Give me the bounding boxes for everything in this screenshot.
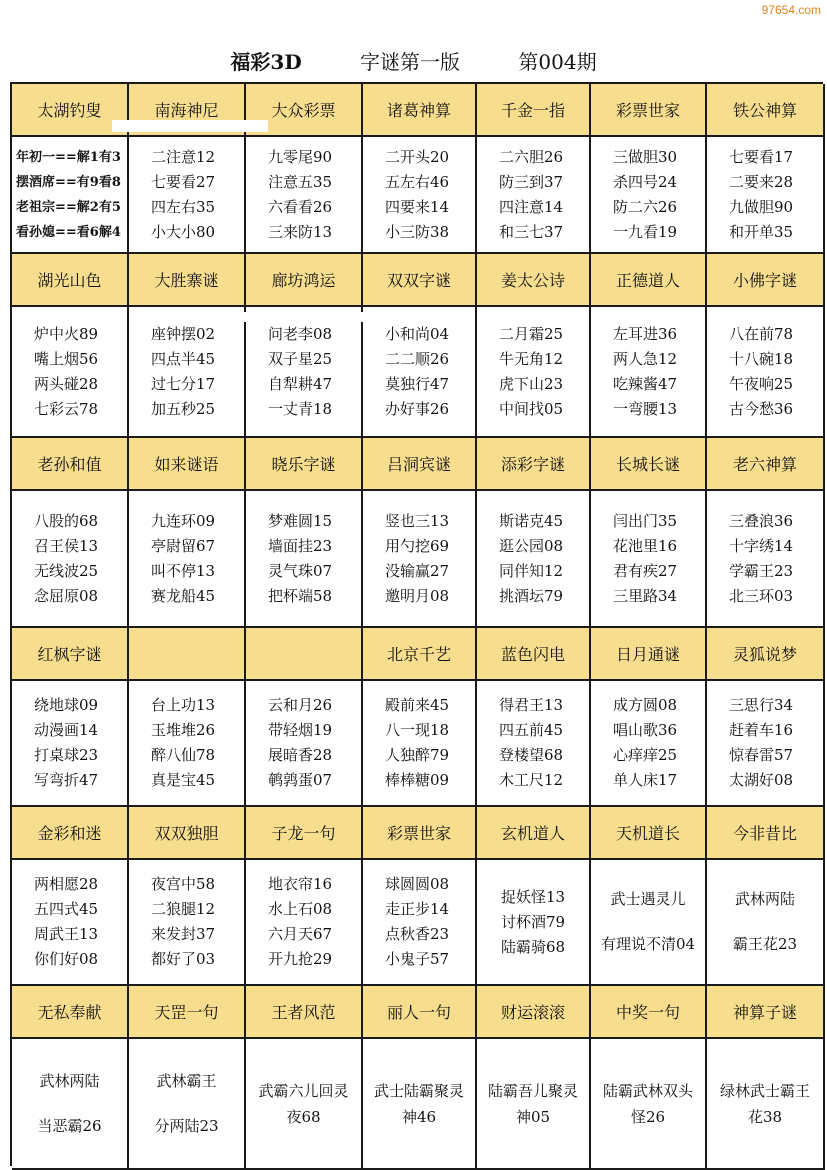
riddle-line: 唱山歌36	[613, 721, 678, 739]
riddle-line: 人独醉79	[385, 746, 450, 764]
column-header: 长城长谜	[591, 438, 707, 491]
riddle-line: 夜宫中58	[151, 875, 216, 893]
riddle-cell	[12, 307, 129, 438]
riddle-line: 登楼望68	[499, 746, 564, 764]
watermark-text: 97654.com	[761, 3, 821, 17]
riddle-line: 得君王13	[499, 696, 564, 714]
riddle-line: 牛无角12	[499, 349, 564, 368]
riddle-line: 单人床17	[613, 771, 678, 789]
riddle-cell	[246, 860, 363, 986]
riddle-line: 亭尉留67	[151, 536, 216, 555]
riddle-line: 五左右46	[385, 172, 450, 191]
riddle-line: 古今愁36	[729, 399, 794, 418]
riddle-line: 灵气珠07	[268, 561, 333, 580]
riddle-cell	[477, 1039, 591, 1170]
smudge-top	[112, 120, 268, 132]
riddle-cell	[707, 1039, 825, 1170]
riddle-line: 三里路34	[613, 586, 678, 605]
riddle-line: 九零尾90	[268, 147, 333, 166]
riddle-line: 过七分17	[151, 374, 216, 393]
riddle-line: 闫出门35	[613, 511, 678, 530]
riddle-line: 三思行34	[729, 696, 794, 714]
riddle-line: 殿前来45	[385, 696, 450, 714]
riddle-line: 七要看27	[151, 172, 216, 191]
column-header: 湖光山色	[12, 254, 129, 307]
riddle-line: 六月天67	[268, 925, 333, 943]
riddle-cell	[363, 860, 477, 986]
riddle-line: 八在前78	[729, 324, 794, 343]
riddle-line: 挑酒坛79	[499, 586, 564, 605]
riddle-line: 当恶霸26	[37, 1116, 102, 1135]
riddle-line: 二开头20	[385, 147, 450, 166]
riddle-cell	[477, 491, 591, 628]
riddle-line: 二注意12	[151, 147, 216, 166]
riddle-line: 赛龙船45	[151, 586, 216, 605]
column-header: 大胜寨谜	[129, 254, 246, 307]
column-header: 廊坊鸿运	[246, 254, 363, 307]
riddle-cell	[707, 307, 825, 438]
riddle-cell	[591, 491, 707, 628]
riddle-line: 点秋香23	[385, 925, 450, 943]
riddle-cell	[129, 491, 246, 628]
riddle-line: 水上石08	[268, 900, 333, 918]
riddle-cell	[129, 681, 246, 807]
riddle-line: 叫不停13	[151, 561, 216, 580]
riddle-line: 老祖宗==解2有5	[16, 199, 121, 215]
column-header: 大众彩票	[246, 84, 363, 137]
riddle-line: 来发封37	[151, 925, 216, 943]
riddle-line: 双子星25	[268, 349, 333, 368]
riddle-line: 地衣帘16	[268, 875, 333, 893]
riddle-cell	[12, 491, 129, 628]
riddle-line: 五四式45	[34, 900, 99, 918]
column-header: 吕洞宾谜	[363, 438, 477, 491]
riddle-line: 心痒痒25	[613, 746, 678, 764]
riddle-cell	[591, 681, 707, 807]
riddle-line: 莫独行47	[385, 374, 450, 393]
riddle-line: 竖也三13	[385, 511, 450, 530]
riddle-table	[10, 82, 823, 1166]
riddle-line: 陆霸吾儿聚灵神05	[487, 1081, 578, 1126]
column-header: 王者风范	[246, 986, 363, 1039]
riddle-line: 吃辣酱47	[613, 374, 678, 393]
riddle-line: 问老李08	[268, 324, 333, 343]
column-header: 天机道长	[591, 807, 707, 860]
riddle-cell	[363, 681, 477, 807]
column-header: 如来谜语	[129, 438, 246, 491]
column-header: 太湖钓叟	[12, 84, 129, 137]
column-header: 南海神尼	[129, 84, 246, 137]
riddle-cell	[707, 681, 825, 807]
column-header	[129, 628, 246, 681]
riddle-cell	[363, 137, 477, 254]
column-header: 正德道人	[591, 254, 707, 307]
riddle-line: 四五前45	[499, 721, 564, 739]
smudge-mid	[178, 312, 364, 322]
riddle-line: 北三环03	[729, 586, 794, 605]
riddle-line: 武林两陆	[734, 890, 795, 908]
riddle-line: 中间找05	[499, 399, 564, 418]
riddle-line: 霸王花23	[732, 935, 798, 953]
riddle-line: 棒棒糖09	[385, 771, 450, 789]
riddle-line: 年初一==解1有3	[16, 149, 121, 165]
riddle-cell	[363, 491, 477, 628]
riddle-cell	[12, 860, 129, 986]
riddle-cell	[707, 491, 825, 628]
column-header: 蓝色闪电	[477, 628, 591, 681]
column-header: 双双独胆	[129, 807, 246, 860]
column-header: 天罡一句	[129, 986, 246, 1039]
riddle-line: 防二六26	[613, 197, 678, 216]
riddle-line: 三来防13	[268, 222, 333, 241]
riddle-line: 赶着车16	[729, 721, 794, 739]
riddle-line: 花池里16	[613, 536, 678, 555]
riddle-line: 三做胆30	[613, 147, 678, 166]
riddle-cell	[246, 491, 363, 628]
riddle-line: 防三到37	[499, 172, 564, 191]
riddle-line: 二二顺26	[385, 349, 450, 368]
riddle-line: 二狼腿12	[151, 900, 216, 918]
column-header: 彩票世家	[363, 807, 477, 860]
riddle-line: 玉堆堆26	[151, 721, 216, 739]
riddle-line: 陆霸骑68	[500, 937, 566, 956]
column-header: 小佛字谜	[707, 254, 825, 307]
riddle-cell	[707, 137, 825, 254]
riddle-cell	[129, 860, 246, 986]
riddle-line: 召王侯13	[34, 536, 99, 555]
riddle-line: 动漫画14	[34, 721, 99, 739]
riddle-line: 梦难圆15	[268, 511, 333, 530]
riddle-line: 和三七37	[499, 222, 564, 241]
riddle-line: 四左右35	[151, 197, 216, 216]
riddle-line: 写弯折47	[34, 771, 99, 789]
column-header: 子龙一句	[246, 807, 363, 860]
column-header: 铁公神算	[707, 84, 825, 137]
riddle-line: 两相愿28	[34, 875, 99, 893]
riddle-line: 小三防38	[385, 222, 450, 241]
riddle-cell	[477, 137, 591, 254]
riddle-line: 座钟摆02	[151, 324, 216, 343]
riddle-line: 邀明月08	[385, 586, 450, 605]
column-header: 姜太公诗	[477, 254, 591, 307]
riddle-line: 真是宝45	[151, 771, 216, 789]
riddle-cell	[477, 860, 591, 986]
riddle-line: 小和尚04	[385, 324, 450, 343]
title-issue: 第004期	[518, 50, 597, 74]
riddle-cell	[591, 137, 707, 254]
riddle-cell	[12, 1039, 129, 1170]
title-edition: 字谜第一版	[360, 50, 461, 74]
riddle-line: 嘴上烟56	[34, 349, 99, 368]
riddle-line: 午夜响25	[729, 374, 794, 393]
column-header	[246, 628, 363, 681]
riddle-line: 成方圆08	[613, 696, 678, 714]
column-header: 诸葛神算	[363, 84, 477, 137]
riddle-line: 八一现18	[385, 721, 450, 739]
column-header: 金彩和迷	[12, 807, 129, 860]
riddle-line: 陆霸武林双头怪26	[602, 1081, 693, 1126]
column-header: 丽人一句	[363, 986, 477, 1039]
column-header: 今非昔比	[707, 807, 825, 860]
riddle-cell	[591, 1039, 707, 1170]
column-header: 中奖一句	[591, 986, 707, 1039]
column-header: 无私奉献	[12, 986, 129, 1039]
riddle-line: 学霸王23	[729, 561, 794, 580]
riddle-line: 都好了03	[151, 950, 216, 968]
riddle-line: 左耳进36	[613, 324, 678, 343]
riddle-line: 看孙媳==看6解4	[16, 224, 121, 240]
riddle-line: 十八碗18	[729, 349, 794, 368]
riddle-line: 办好事26	[385, 399, 450, 418]
column-header: 红枫字谜	[12, 628, 129, 681]
riddle-line: 武林两陆	[39, 1071, 100, 1090]
riddle-line: 没输赢27	[385, 561, 450, 580]
riddle-line: 三叠浪36	[729, 511, 794, 530]
riddle-line: 太湖好08	[729, 771, 794, 789]
riddle-line: 一九看19	[613, 222, 678, 241]
riddle-line: 逛公园08	[499, 536, 564, 555]
riddle-line: 台上功13	[151, 696, 216, 714]
riddle-line: 摆酒席==有9看8	[16, 174, 121, 190]
riddle-line: 两头碰28	[34, 374, 99, 393]
column-header: 晓乐字谜	[246, 438, 363, 491]
riddle-line: 绿林武士霸王花38	[719, 1081, 810, 1126]
riddle-line: 十字绣14	[729, 536, 794, 555]
riddle-cell	[477, 307, 591, 438]
riddle-line: 虎下山23	[499, 374, 564, 393]
riddle-line: 九做胆90	[729, 197, 794, 216]
riddle-cell	[129, 1039, 246, 1170]
riddle-cell	[12, 137, 129, 254]
column-header: 玄机道人	[477, 807, 591, 860]
column-header: 神算子谜	[707, 986, 825, 1039]
riddle-line: 四要来14	[385, 197, 450, 216]
page-title	[0, 46, 827, 76]
riddle-line: 讨杯酒79	[500, 912, 566, 931]
riddle-cell	[246, 137, 363, 254]
riddle-line: 武霸六儿回灵夜68	[258, 1081, 349, 1126]
riddle-line: 同伴知12	[499, 561, 564, 580]
riddle-line: 周武王13	[34, 925, 99, 943]
riddle-line: 绕地球09	[34, 696, 99, 714]
riddle-line: 惊春雷57	[729, 746, 794, 764]
riddle-line: 醉八仙78	[151, 746, 216, 764]
column-header: 灵狐说梦	[707, 628, 825, 681]
column-header: 日月通谜	[591, 628, 707, 681]
riddle-line: 杀四号24	[613, 172, 678, 191]
riddle-line: 展暗香28	[268, 746, 333, 764]
riddle-line: 炉中火89	[34, 324, 99, 343]
riddle-cell	[12, 681, 129, 807]
riddle-line: 四注意14	[499, 197, 564, 216]
column-header: 老六神算	[707, 438, 825, 491]
riddle-line: 把杯端58	[268, 586, 333, 605]
riddle-line: 和开单35	[729, 222, 794, 241]
riddle-cell	[363, 1039, 477, 1170]
column-header: 老孙和值	[12, 438, 129, 491]
column-header: 千金一指	[477, 84, 591, 137]
riddle-line: 小鬼子57	[385, 950, 450, 968]
riddle-line: 武林霸王	[156, 1071, 217, 1090]
riddle-line: 小大小80	[151, 222, 216, 241]
riddle-line: 一弯腰13	[613, 399, 678, 418]
column-header: 北京千艺	[363, 628, 477, 681]
riddle-cell	[246, 307, 363, 438]
title-lottery: 福彩3D	[230, 50, 302, 74]
riddle-line: 捉妖怪13	[500, 887, 566, 906]
riddle-cell	[246, 1039, 363, 1170]
riddle-line: 墙面挂23	[268, 536, 333, 555]
riddle-line: 木工尺12	[499, 771, 564, 789]
riddle-line: 走正步14	[385, 900, 450, 918]
riddle-line: 君有疾27	[613, 561, 678, 580]
riddle-line: 九连环09	[151, 511, 216, 530]
riddle-line: 七彩云78	[34, 399, 99, 418]
riddle-cell	[477, 681, 591, 807]
riddle-line: 无线波25	[34, 561, 99, 580]
column-header: 添彩字谜	[477, 438, 591, 491]
riddle-line: 两人急12	[613, 349, 678, 368]
riddle-line: 分两陆23	[154, 1116, 219, 1135]
riddle-line: 你们好08	[34, 950, 99, 968]
riddle-line: 武士陆霸聚灵神46	[373, 1081, 464, 1126]
riddle-line: 七要看17	[729, 147, 794, 166]
riddle-cell	[129, 307, 246, 438]
column-header: 双双字谜	[363, 254, 477, 307]
riddle-cell	[591, 307, 707, 438]
riddle-cell	[246, 681, 363, 807]
riddle-line: 球圆圆08	[385, 875, 450, 893]
riddle-line: 自犁耕47	[268, 374, 333, 393]
riddle-line: 武士遇灵儿	[610, 890, 686, 908]
riddle-line: 二要来28	[729, 172, 794, 191]
riddle-cell	[591, 860, 707, 986]
riddle-line: 念屈原08	[34, 586, 99, 605]
riddle-line: 斯诺克45	[499, 511, 564, 530]
riddle-line: 开九抢29	[268, 950, 333, 968]
riddle-line: 打桌球23	[34, 746, 99, 764]
riddle-line: 鹌鹑蛋07	[268, 771, 333, 789]
riddle-line: 四点半45	[151, 349, 216, 368]
column-header: 财运滚滚	[477, 986, 591, 1039]
riddle-line: 云和月26	[268, 696, 333, 714]
riddle-line: 二六胆26	[499, 147, 564, 166]
riddle-cell	[363, 307, 477, 438]
column-header: 彩票世家	[591, 84, 707, 137]
riddle-cell	[129, 137, 246, 254]
riddle-line: 用勺挖69	[385, 536, 450, 555]
riddle-cell	[707, 860, 825, 986]
riddle-line: 二月霜25	[499, 324, 564, 343]
riddle-line: 带轻烟19	[268, 721, 333, 739]
riddle-line: 一丈青18	[268, 399, 333, 418]
riddle-line: 加五秒25	[151, 399, 216, 418]
riddle-line: 有理说不清04	[600, 935, 696, 953]
riddle-line: 注意五35	[268, 172, 333, 191]
riddle-line: 八股的68	[34, 511, 99, 530]
riddle-line: 六看看26	[268, 197, 333, 216]
